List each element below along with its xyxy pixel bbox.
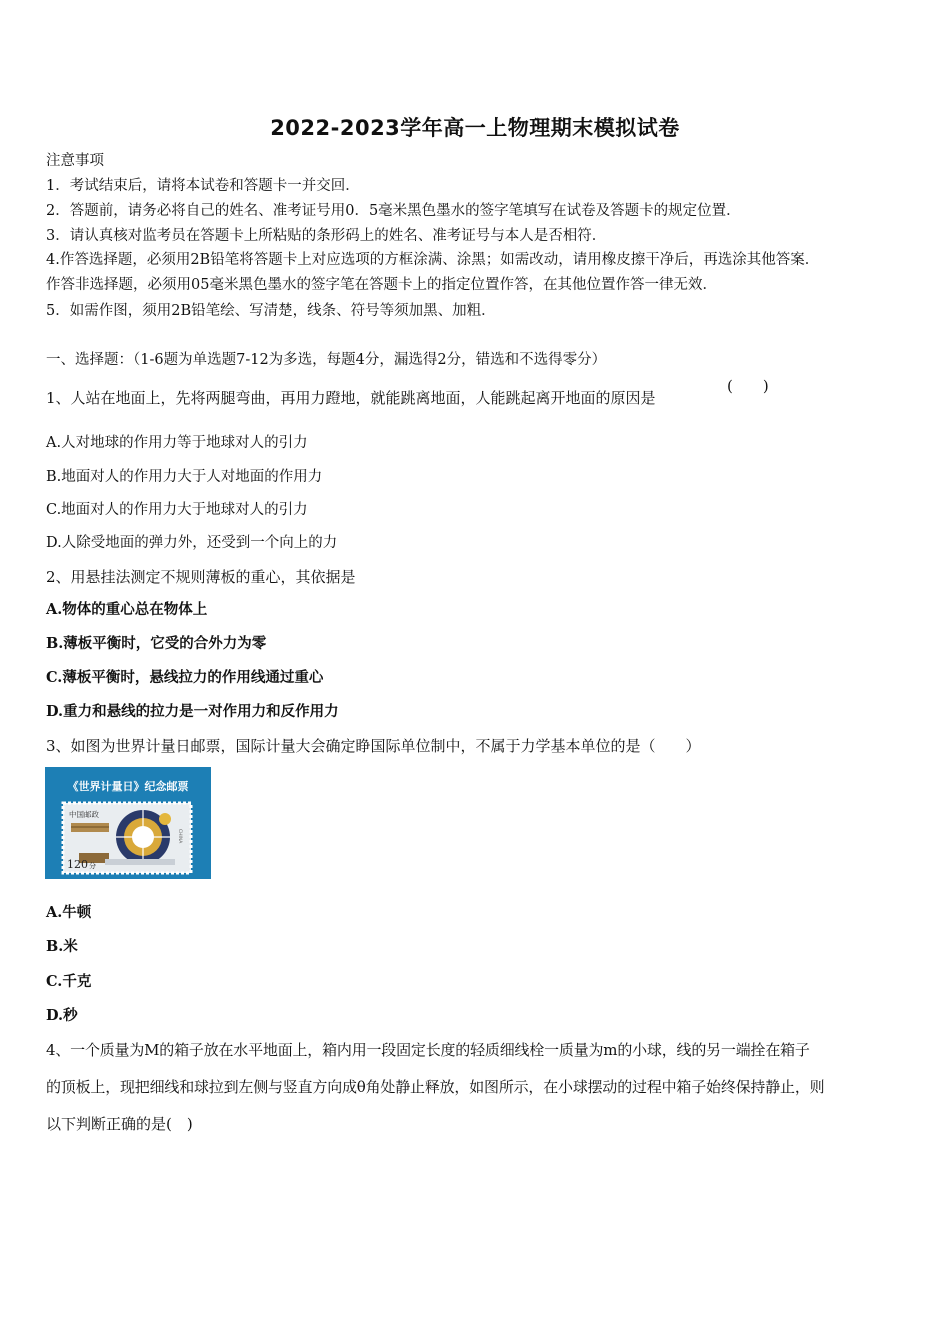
notice-item: 作答非选择题，必须用05毫米黑色墨水的签字笔在答题卡上的指定位置作答，在其他位置作答一律无效．	[46, 277, 717, 293]
question-2-stem: 2、用悬挂法测定不规则薄板的重心，其依据是	[46, 568, 356, 586]
question-3-stem: 3、如图为世界计量日邮票，国际计量大会确定睁国际单位制中，不属于力学基本单位的是（ ）	[46, 737, 701, 755]
page-title: 2022-2023学年高一上物理期末模拟试卷	[270, 116, 680, 140]
stamp-country: CHINA	[177, 829, 182, 844]
notice-item: 4.作答选择题，必须用2B铅笔将答题卡上对应选项的方框涂满、涂黑；如需改动，请用橡皮擦干净后，再选涂其他答案．	[46, 252, 820, 268]
question-1-answer-bracket: ( )	[727, 377, 769, 395]
question-1-option-a: A.人对地球的作用力等于地球对人的引力	[46, 435, 308, 451]
stamp-post-text: 中国邮政	[69, 810, 99, 819]
question-1-stem: 1、人站在地面上，先将两腿弯曲，再用力蹬地，就能跳离地面，人能跳起离开地面的原因是	[46, 389, 656, 407]
question-4-line: 以下判断正确的是( )	[46, 1115, 193, 1133]
question-4-line: 的顶板上，现把细线和球拉到左侧与竖直方向成θ角处静止释放，如图所示，在小球摆动的过程中箱子始终保持静止，则	[46, 1078, 825, 1096]
stamp-image	[45, 767, 211, 879]
stamp-unit: 分	[89, 862, 96, 870]
question-4-line: 4、一个质量为M的箱子放在水平地面上，箱内用一段固定长度的轻质细线栓一质量为m的小球，线的另一端拴在箱子	[46, 1041, 810, 1059]
stamp-banner: 《世界计量日》纪念邮票	[67, 780, 189, 793]
notice-item: 3．请认真核对监考员在答题卡上所粘贴的条形码上的姓名、准考证号与本人是否相符．	[46, 228, 607, 244]
notice-item: 5．如需作图，须用2B铅笔绘、写清楚，线条、符号等须加黑、加粗．	[46, 303, 496, 319]
question-2-option-c: C.薄板平衡时，悬线拉力的作用线通过重心	[46, 669, 324, 686]
question-1-option-b: B.地面对人的作用力大于人对地面的作用力	[46, 469, 323, 485]
question-2-option-d: D.重力和悬线的拉力是一对作用力和反作用力	[46, 703, 339, 720]
section-heading: 一、选择题：（1-6题为单选题7-12为多选，每题4分，漏选得2分，错选和不选得零分）	[46, 352, 607, 368]
notice-item: 1．考试结束后，请将本试卷和答题卡一并交回．	[46, 178, 360, 194]
notice-item: 2．答题前，请务必将自己的姓名、准考证号用0．5毫米黑色墨水的签字笔填写在试卷及答题卡的规定位置．	[46, 203, 741, 219]
question-2-option-a: A.物体的重心总在物体上	[46, 601, 208, 618]
question-3-option-b: B.米	[46, 938, 78, 955]
question-1-option-d: D.人除受地面的弹力外，还受到一个向上的力	[46, 535, 338, 551]
question-1-option-c: C.地面对人的作用力大于地球对人的引力	[46, 502, 308, 518]
stamp-value: 120	[67, 858, 88, 871]
question-3-option-c: C.千克	[46, 973, 92, 990]
question-3-option-d: D.秒	[46, 1007, 78, 1024]
question-3-option-a: A.牛顿	[46, 904, 92, 921]
question-2-option-b: B.薄板平衡时，它受的合外力为零	[46, 635, 267, 652]
notice-heading: 注意事项	[46, 153, 104, 169]
